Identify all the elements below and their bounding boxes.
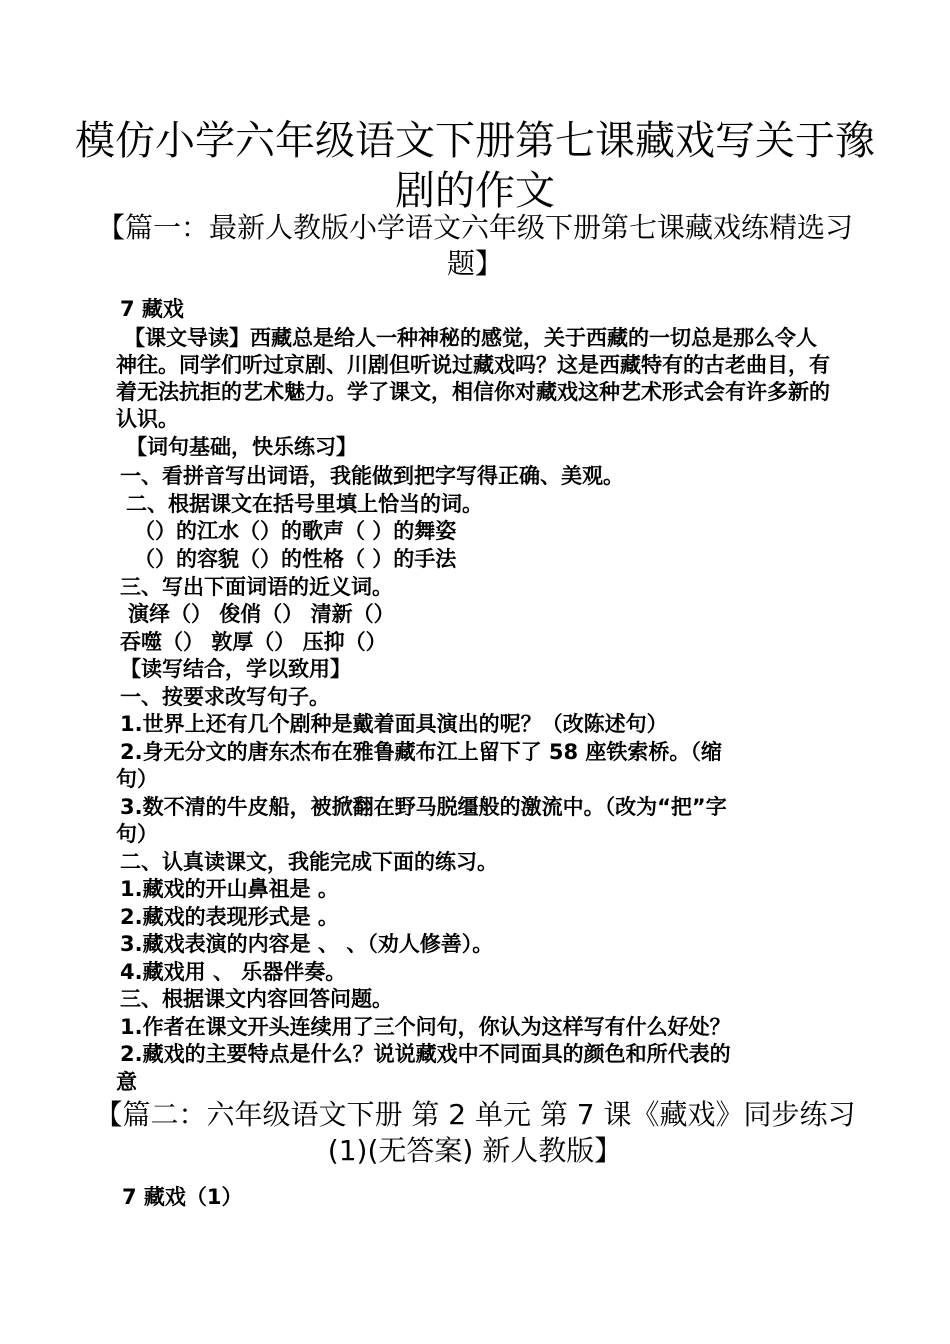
line-14: 3.数不清的牛皮船，被掀翻在野马脱缰般的激流中。（改为“把”字 — [120, 795, 727, 819]
line-12: 2.身无分文的唐东杰布在雅鲁藏布江上留下了 58 座铁索桥。（缩 — [120, 740, 722, 764]
line-21: 三、根据课文内容回答问题。 — [120, 987, 393, 1011]
line-7: 演绎（） 俊俏（） 清新（） — [128, 602, 395, 626]
line-6: 三、写出下面词语的近义词。 — [120, 575, 393, 599]
line-5: （）的容貌（）的性格（ ）的手法 — [134, 547, 457, 571]
line-19: 3.藏戏表演的内容是 、 、（劝人修善）。 — [120, 932, 494, 956]
line-10: 一、按要求改写句子。 — [120, 685, 330, 709]
line-20: 4.藏戏用 、 乐器伴奏。 — [120, 960, 347, 984]
line-15: 句） — [116, 822, 158, 846]
line-9: 【读写结合，学以致用】 — [120, 657, 351, 681]
line-24: 意 — [116, 1070, 137, 1094]
line-18: 2.藏戏的表现形式是 。 — [120, 905, 339, 929]
line-22: 1.作者在课文开头连续用了三个问句，你认为这样写有什么好处？ — [120, 1015, 731, 1039]
line-16: 二、认真读课文，我能完成下面的练习。 — [120, 850, 498, 874]
line-4: （）的江水（）的歌声（ ）的舞姿 — [134, 519, 457, 543]
line-11: 1.世界上还有几个剧种是戴着面具演出的呢？（改陈述句） — [120, 712, 668, 736]
line-8: 吞噬（） 敦厚（） 压抑（） — [120, 630, 387, 654]
line-23: 2.藏戏的主要特点是什么？说说藏戏中不同面具的颜色和所代表的 — [120, 1042, 731, 1066]
lesson-intro: 【课文导读】西藏总是给人一种神秘的感觉，关于西藏的一切总是那么令人神往。同学们听过京剧、川剧但听说过藏戏吗？这是西藏特有的古老曲目，有着无法抗拒的艺术魅力。学了课文，相信你对藏戏这种艺术形式会有许多新的认识。 — [116, 326, 830, 431]
line-1: 【词句基础，快乐练习】 — [126, 435, 357, 459]
lesson-title-2: 7 藏戏（1） — [122, 1185, 243, 1209]
line-2: 一、看拼音写出词语，我能做到把字写得正确、美观。 — [120, 464, 624, 488]
document-title: 模仿小学六年级语文下册第七课藏戏写关于豫剧的作文 — [75, 118, 875, 214]
line-3: 二、根据课文在括号里填上恰当的词。 — [126, 492, 483, 516]
section-heading-2: 【篇二：六年级语文下册 第 2 单元 第 7 课《藏戏》同步练习(1)(无答案) 新人教版】 — [94, 1098, 856, 1167]
lesson-title-1: 7 藏戏 — [120, 297, 184, 321]
section-heading-1: 【篇一：最新人教版小学语文六年级下册第七课藏戏练精选习题】 — [96, 211, 853, 280]
line-17: 1.藏戏的开山鼻祖是 。 — [120, 877, 339, 901]
line-13: 句） — [116, 767, 158, 791]
